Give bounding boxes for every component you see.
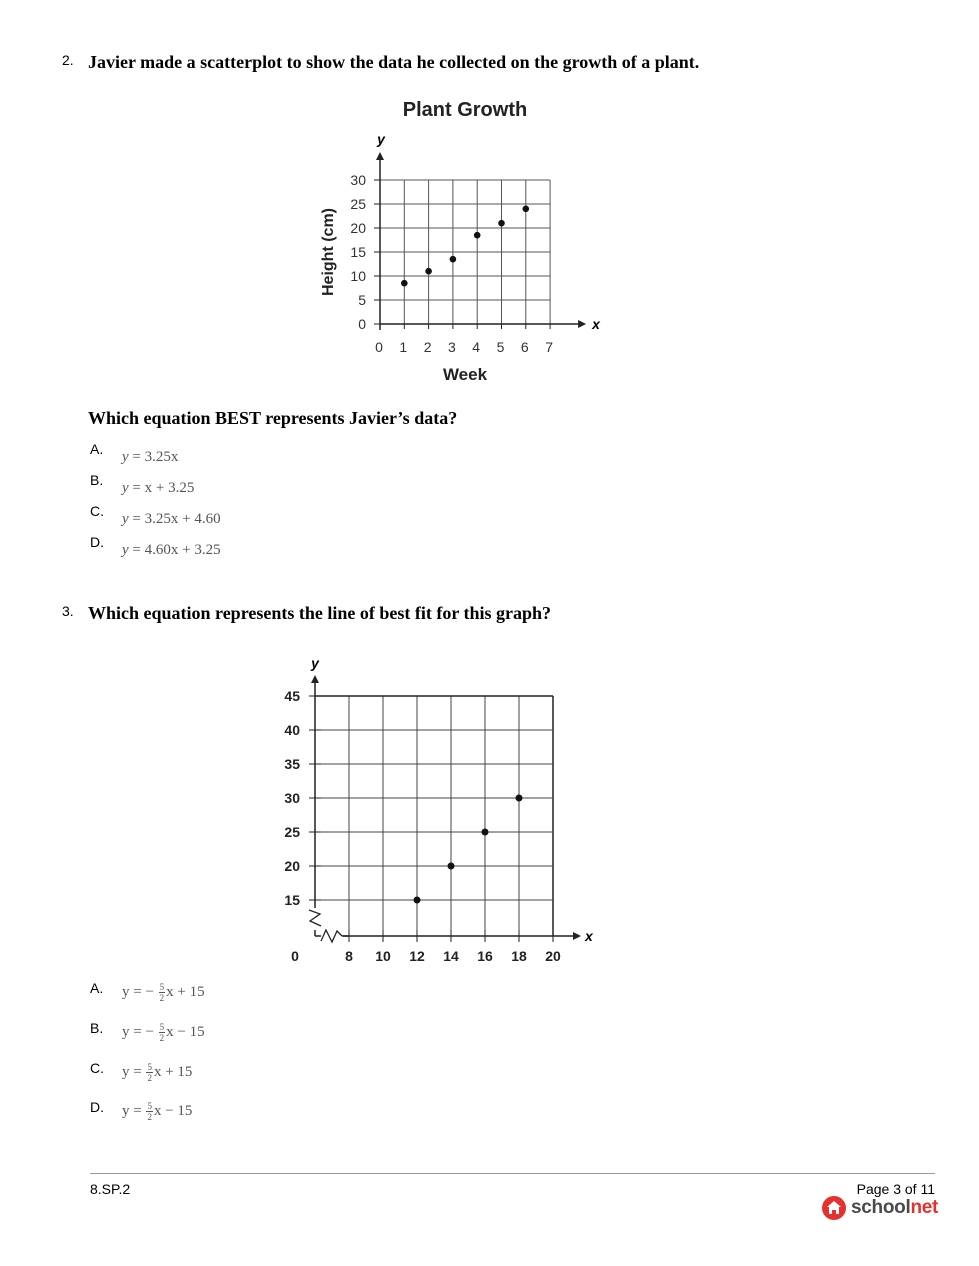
x-tick-label: 12 (409, 948, 425, 964)
logo-wordmark: schoolnet (851, 1197, 939, 1218)
plant-growth-chart (0, 90, 979, 390)
x-tick-label: 0 (375, 339, 383, 355)
x-tick-label: 8 (345, 948, 353, 964)
q2-option-equation[interactable] (122, 480, 194, 497)
q2-option-equation[interactable] (122, 542, 221, 559)
fraction-denominator: 2 (147, 1112, 152, 1122)
equation-fraction (146, 1101, 153, 1122)
q3-option-equation[interactable] (122, 1062, 192, 1083)
equation-prefix: y = − (122, 983, 158, 1000)
x-tick-label: 16 (477, 948, 493, 964)
q2-option-letter[interactable]: D. (90, 534, 104, 550)
y-axis-arrow (311, 675, 319, 683)
data-point (482, 829, 489, 836)
q3-option-letter[interactable]: C. (90, 1060, 104, 1076)
equation-fraction (159, 982, 166, 1003)
equation-prefix: y = − (122, 1023, 158, 1040)
fraction-denominator: 2 (159, 1033, 165, 1043)
equation-suffix: x + 15 (166, 983, 205, 1000)
x-tick-label: 1 (399, 339, 408, 355)
y-tick-label: 15 (350, 244, 366, 260)
y-tick-label: 35 (284, 756, 300, 772)
x-tick-label: 3 (448, 339, 456, 355)
y-axis-letter: y (311, 655, 319, 671)
schoolnet-logo (822, 1196, 938, 1220)
question-2-text: Which equation BEST represents Javier’s data? (88, 408, 458, 428)
data-point (450, 256, 457, 263)
x-tick-label: 20 (545, 948, 561, 964)
question-3-text: Which equation represents the line of best fit for this graph? (88, 603, 552, 623)
data-point (474, 232, 481, 239)
question-2-prompt: Javier made a scatterplot to show the data he collected on the growth of a plant. (88, 52, 700, 72)
q3-option-equation[interactable] (122, 1022, 205, 1043)
y-tick-label: 25 (350, 196, 366, 212)
x-tick-label: 7 (545, 339, 553, 355)
x-axis-letter: x (585, 928, 593, 944)
fraction-denominator: 2 (147, 1073, 152, 1083)
q2-option-equation[interactable] (122, 511, 221, 528)
equation-lhs: y (122, 480, 129, 496)
y-axis-arrow (376, 152, 384, 160)
y-tick-label: 5 (358, 292, 366, 308)
standard-code: 8.SP.2 (90, 1181, 131, 1197)
y-tick-label: 25 (284, 824, 300, 840)
equation-prefix: y = (122, 1102, 146, 1119)
y-tick-label: 20 (284, 858, 300, 874)
equation-lhs: y (122, 511, 129, 527)
q2-option-letter[interactable]: B. (90, 472, 104, 488)
q2-option-letter[interactable]: C. (90, 503, 104, 519)
y-tick-label: 30 (350, 172, 366, 188)
footer-divider (90, 1173, 935, 1174)
data-point (414, 897, 421, 904)
equation-rhs: = x + 3.25 (128, 480, 195, 496)
y-tick-label: 30 (284, 790, 300, 806)
equation-fraction (159, 1022, 166, 1043)
q3-option-letter[interactable]: A. (90, 980, 104, 996)
x-axis-label: Week (442, 365, 488, 384)
x-axis-break-mask (321, 930, 343, 942)
x-axis-letter: x (592, 316, 600, 332)
equation-lhs: y (122, 542, 129, 558)
y-axis-letter: y (377, 131, 385, 147)
x-axis-arrow (573, 932, 581, 940)
y-tick-label: 15 (284, 892, 300, 908)
x-tick-label: 14 (443, 948, 459, 964)
data-point (401, 280, 408, 287)
equation-suffix: x − 15 (153, 1102, 193, 1119)
x-tick-label: 5 (496, 339, 505, 355)
origin-label: 0 (291, 948, 299, 964)
data-point (498, 220, 505, 227)
q3-option-equation[interactable] (122, 982, 205, 1003)
x-tick-label: 2 (423, 339, 432, 355)
q3-option-letter[interactable]: B. (90, 1020, 104, 1036)
data-point (516, 795, 523, 802)
y-tick-label: 45 (284, 688, 300, 704)
x-tick-label: 10 (375, 948, 391, 964)
x-tick-label: 4 (472, 339, 481, 355)
best-fit-chart (0, 645, 979, 975)
fraction-numerator: 5 (147, 1101, 152, 1111)
question-2-number: 2. (62, 52, 74, 68)
fraction-numerator: 5 (159, 982, 165, 992)
q2-option-equation[interactable] (122, 449, 178, 466)
page-number: Page 3 of 11 (856, 1181, 935, 1197)
q3-option-letter[interactable]: D. (90, 1099, 104, 1115)
chart-title: Plant Growth (402, 99, 528, 121)
equation-rhs: = 4.60x + 3.25 (128, 542, 221, 558)
equation-suffix: x + 15 (153, 1063, 193, 1080)
q2-option-letter[interactable]: A. (90, 441, 104, 457)
data-point (523, 206, 530, 213)
question-3-number: 3. (62, 603, 74, 619)
x-axis-arrow (578, 320, 586, 328)
fraction-numerator: 5 (159, 1022, 165, 1032)
home-icon (822, 1196, 846, 1220)
y-tick-label: 40 (284, 722, 300, 738)
equation-suffix: x − 15 (166, 1023, 205, 1040)
equation-rhs: = 3.25x + 4.60 (128, 511, 221, 527)
y-axis-label: Height (cm) (320, 208, 337, 296)
fraction-numerator: 5 (147, 1062, 152, 1072)
x-tick-label: 18 (511, 948, 527, 964)
x-tick-label: 6 (520, 339, 529, 355)
y-tick-label: 10 (350, 268, 366, 284)
equation-fraction (146, 1062, 153, 1083)
equation-lhs: y (122, 449, 129, 465)
fraction-denominator: 2 (159, 993, 165, 1003)
y-tick-label: 0 (358, 316, 366, 332)
y-tick-label: 20 (350, 220, 366, 236)
data-point (448, 863, 455, 870)
equation-prefix: y = (122, 1063, 146, 1080)
data-point (425, 268, 432, 275)
equation-rhs: = 3.25x (128, 449, 179, 465)
q3-option-equation[interactable] (122, 1101, 192, 1122)
